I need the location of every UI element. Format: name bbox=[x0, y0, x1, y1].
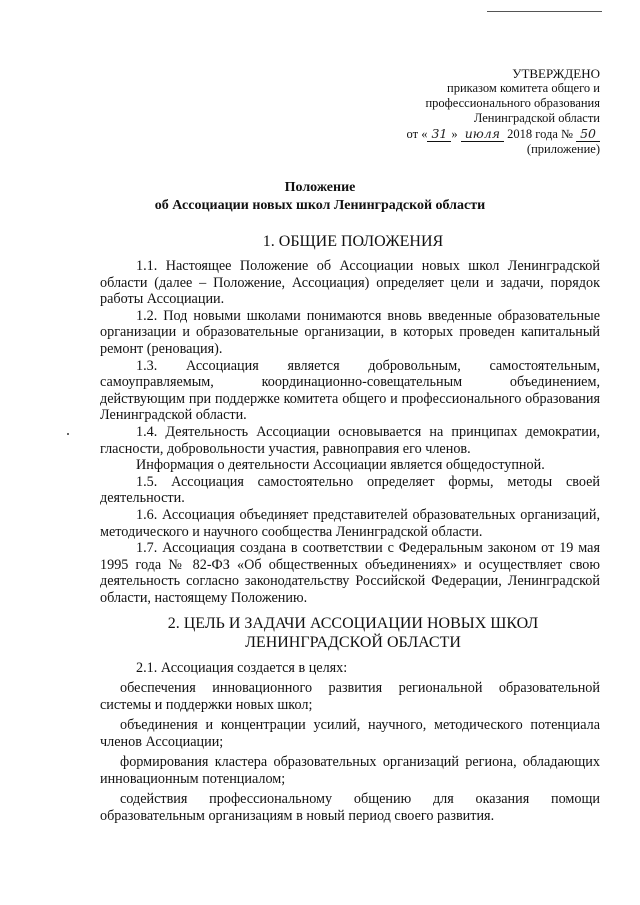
paragraph-1-3: 1.3. Ассоциация является добровольным, самостоятельным, самоуправляемым, координационно-совещательным объединением, действующим при поддержке комитета общего и профессионального образования Ленинградской области. bbox=[100, 357, 600, 424]
paragraph-1-1: 1.1. Настоящее Положение об Ассоциации новых школ Ленинградской области (далее – Положение, Ассоциация) определяет цели и задачи, порядок работы Ассоциации. bbox=[100, 258, 600, 308]
date-prefix: от « bbox=[406, 127, 428, 141]
paragraph-1-7: 1.7. Ассоциация создана в соответствии с Федеральным законом от 19 мая 1995 года № 82-ФЗ «Об общественных объединениях» и осуществляет свою деятельность согласно законодательству Российской Федерации, Ленинградской области, настоящему Положению. bbox=[100, 540, 600, 606]
approval-appendix: (приложение) bbox=[526, 142, 600, 156]
date-year: 2018 года bbox=[507, 127, 558, 141]
paragraph-1-2: 1.2. Под новыми школами понимаются вновь введенные образовательные организации и образовательные организации, в которых проведен капитальный ремонт (реновация). bbox=[100, 307, 600, 357]
goal-cluster: формирования кластера образовательных организаций региона, обладающих инновационным потенциалом; bbox=[100, 753, 600, 787]
approval-line-3: Ленинградской области bbox=[473, 111, 600, 125]
document-title-line-2: об Ассоциации новых школ Ленинградской области bbox=[154, 198, 486, 213]
section-1-heading: 1. ОБЩИЕ ПОЛОЖЕНИЯ bbox=[262, 233, 444, 250]
paragraph-1-5: 1.5. Ассоциация самостоятельно определяет формы, методы своей деятельности. bbox=[100, 473, 600, 507]
paragraph-2-1: 2.1. Ассоциация создается в целях: bbox=[136, 660, 348, 676]
approval-block bbox=[407, 66, 600, 157]
date-month: июля bbox=[461, 126, 504, 142]
approval-date-line bbox=[407, 126, 600, 142]
goal-communication: содействия профессиональному общению для оказания помощи образовательным организациям в новый период своего развития. bbox=[100, 790, 600, 824]
goal-innovation: обеспечения инновационного развития региональной образовательной системы и поддержки новых школ; bbox=[100, 679, 600, 713]
paragraph-1-4: 1.4. Деятельность Ассоциации основывается на принципах демократии, гласности, добровольности участия, равноправия его членов. bbox=[100, 423, 600, 457]
order-number: 50 bbox=[576, 126, 600, 142]
section-2-body bbox=[100, 660, 600, 828]
paragraph-info: Информация о деятельности Ассоциации является общедоступной. bbox=[136, 457, 545, 474]
approval-line-1: приказом комитета общего и bbox=[447, 81, 600, 95]
document-title-line-1: Положение bbox=[284, 180, 356, 195]
approval-head: УТВЕРЖДЕНО bbox=[512, 66, 600, 81]
number-label: № bbox=[561, 127, 573, 141]
scan-speck bbox=[67, 433, 69, 435]
section-1-body bbox=[100, 258, 600, 606]
paragraph-1-6: 1.6. Ассоциация объединяет представителей образовательных организаций, методического и научного сообщества Ленинградской области. bbox=[100, 506, 600, 540]
approval-line-2: профессионального образования bbox=[425, 96, 600, 110]
date-mid: » bbox=[451, 127, 458, 141]
date-day: 31 bbox=[427, 126, 451, 142]
section-2-heading: 2. ЦЕЛЬ И ЗАДАЧИ АССОЦИАЦИИ НОВЫХ ШКОЛ ЛЕНИНГРАДСКОЙ ОБЛАСТИ bbox=[167, 615, 539, 651]
goal-concentration: объединения и концентрации усилий, научного, методического потенциала членов Ассоциации; bbox=[100, 716, 600, 750]
scan-artifact-line bbox=[487, 11, 602, 12]
